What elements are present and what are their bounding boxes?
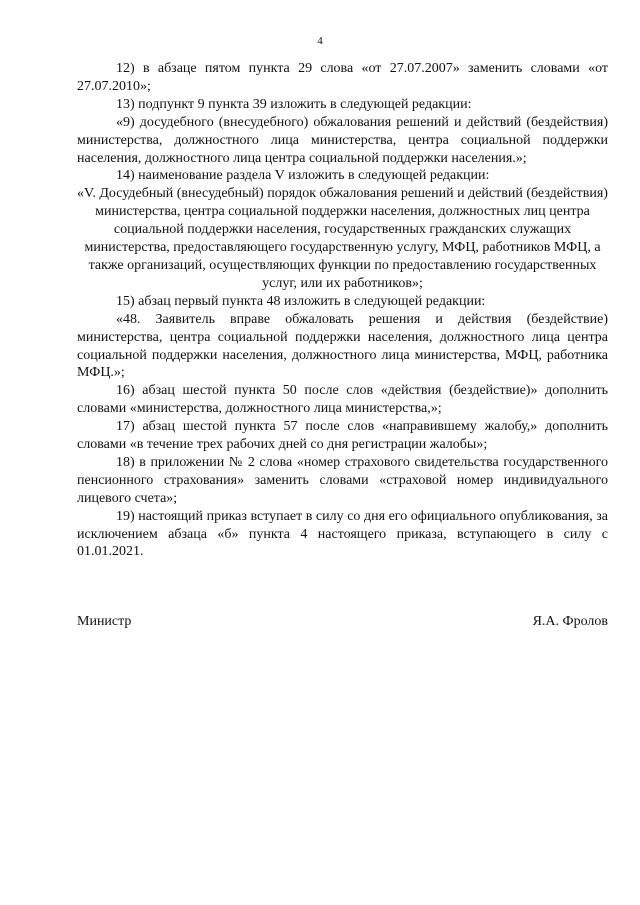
paragraph-item-13: 13) подпункт 9 пункта 39 изложить в следующей редакции: <box>116 96 472 112</box>
paragraph-item-14: 14) наименование раздела V изложить в следующей редакции: <box>116 168 490 184</box>
signatory-title: Министр <box>77 614 132 629</box>
document-body <box>77 60 608 561</box>
paragraph-item-15: 15) абзац первый пункта 48 изложить в следующей редакции: <box>116 293 486 309</box>
page-number: 4 <box>317 35 323 47</box>
signatory-name: Я.А. Фролов <box>532 614 608 629</box>
paragraph-item-19: 19) настоящий приказ вступает в силу со дня его официального опубликования, за исключением абзаца «б» пункта 4 настоящего приказа, вступающего в силу с 01.01.2021. <box>77 508 608 560</box>
paragraph-quote-item-9: «9) досудебного (внесудебного) обжалования решений и действий (бездействия) министерства, должностного лица министерства, центра социальной поддержки населения, должностного лица центра социальной поддержки населения.»; <box>77 114 608 166</box>
section-title-quote: «V. Досудебный (внесудебный) порядок обжалования решений и действий (бездействия) министерства, центра социальной поддержки населения, должностных лиц центра социальной поддержки населения, государственных гражданских служащих министерства, предоставляющего государственную услугу, МФЦ, работников МФЦ, а также организаций, осуществляющих функции по предоставлению государственных услуг, или их работников»; <box>77 186 608 291</box>
paragraph-item-17: 17) абзац шестой пункта 57 после слов «направившему жалобу,» дополнить словами «в течение трех рабочих дней со дня регистрации жалобы»; <box>77 419 608 453</box>
paragraph-item-18: 18) в приложении № 2 слова «номер страхового свидетельства государственного пенсионного страхования» заменить словами «страховой номер индивидуального лицевого счета»; <box>77 454 608 506</box>
paragraph-item-12: 12) в абзаце пятом пункта 29 слова «от 27.07.2007» заменить словами «от 27.07.2010»; <box>77 61 608 94</box>
signature-block <box>77 613 608 633</box>
paragraph-quote-item-48: «48. Заявитель вправе обжаловать решения и действия (бездействие) министерства, центра социальной поддержки населения, должностного лица центра социальной поддержки населения, должностного лица министерства, МФЦ, работника МФЦ.»; <box>77 311 608 381</box>
paragraph-item-16: 16) абзац шестой пункта 50 после слов «действия (бездействие)» дополнить словами «министерства, должностного лица министерства,»; <box>77 383 608 417</box>
